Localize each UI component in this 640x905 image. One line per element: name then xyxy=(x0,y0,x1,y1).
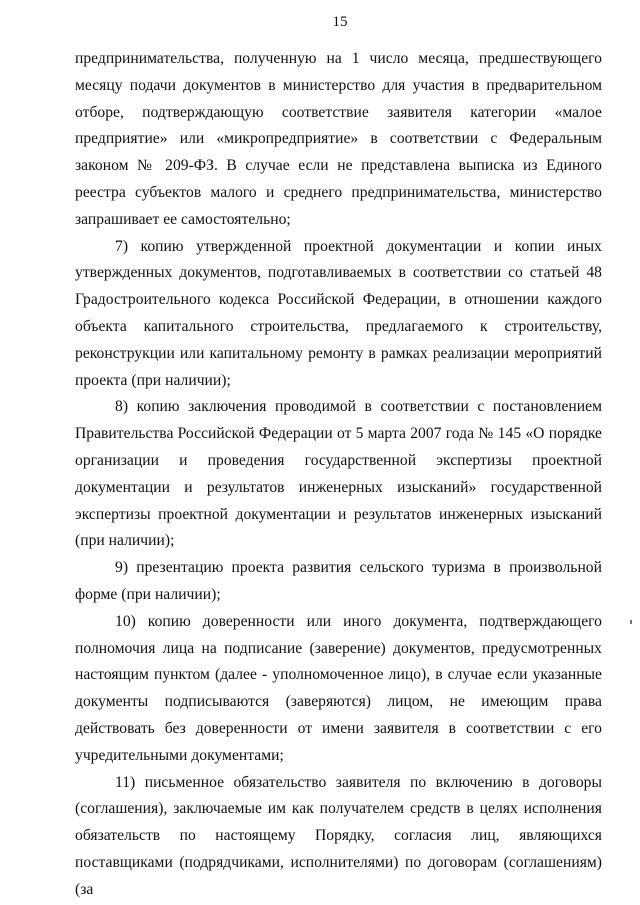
document-body xyxy=(75,46,602,904)
paragraph-item-7: 7) копию утвержденной проектной документации и копии иных утвержденных документов, подготавливаемых в соответствии со статьей 48 Градостроительного кодекса Российской Федерации, в отношении каждого объекта капитального строительства, предлагаемого к строительству, реконструкции или капитальному ремонту в рамках реализации мероприятий проекта (при наличии); xyxy=(75,237,602,389)
paragraph-continuation: предпринимательства, полученную на 1 число месяца, предшествующего месяцу подачи документов в министерство для участия в предварительном отборе, подтверждающую соответствие заявителя категории «малое предприятие» или «микропредприятие» в соответствии с Федеральным законом № 209-ФЗ. В случае если не представлена выписка из Единого реестра субъектов малого и среднего предпринимательства, министерство запрашивает ее самостоятельно; xyxy=(75,50,602,228)
page-number: 15 xyxy=(332,14,348,30)
paragraph-item-9: 9) презентацию проекта развития сельского туризма в произвольной форме (при наличии); xyxy=(75,559,602,603)
margin-mark xyxy=(630,620,632,624)
paragraph-item-8: 8) копию заключения проводимой в соответствии с постановлением Правительства Российской Федерации от 5 марта 2007 года № 145 «О порядке организации и проведения государственной экспертизы проектной документации и результатов инженерных изысканий» государственной экспертизы проектной документации и результатов инженерных изысканий (при наличии); xyxy=(75,398,602,550)
paragraph-item-11: 11) письменное обязательство заявителя по включению в договоры (соглашения), заключаемые им как получателем средств в целях исполнения обязательств по настоящему Порядку, согласия лиц, являющихся поставщиками (подрядчиками, исполнителями) по договорам (соглашениям) (за xyxy=(75,773,602,898)
paragraph-item-10: 10) копию доверенности или иного документа, подтверждающего полномочия лица на подписание (заверение) документов, предусмотренных настоящим пунктом (далее - уполномоченное лицо), в случае если указанные документы подписываются (заверяются) лицом, не имеющим права действовать без доверенности от имени заявителя в соответствии с его учредительными документами; xyxy=(75,612,602,764)
